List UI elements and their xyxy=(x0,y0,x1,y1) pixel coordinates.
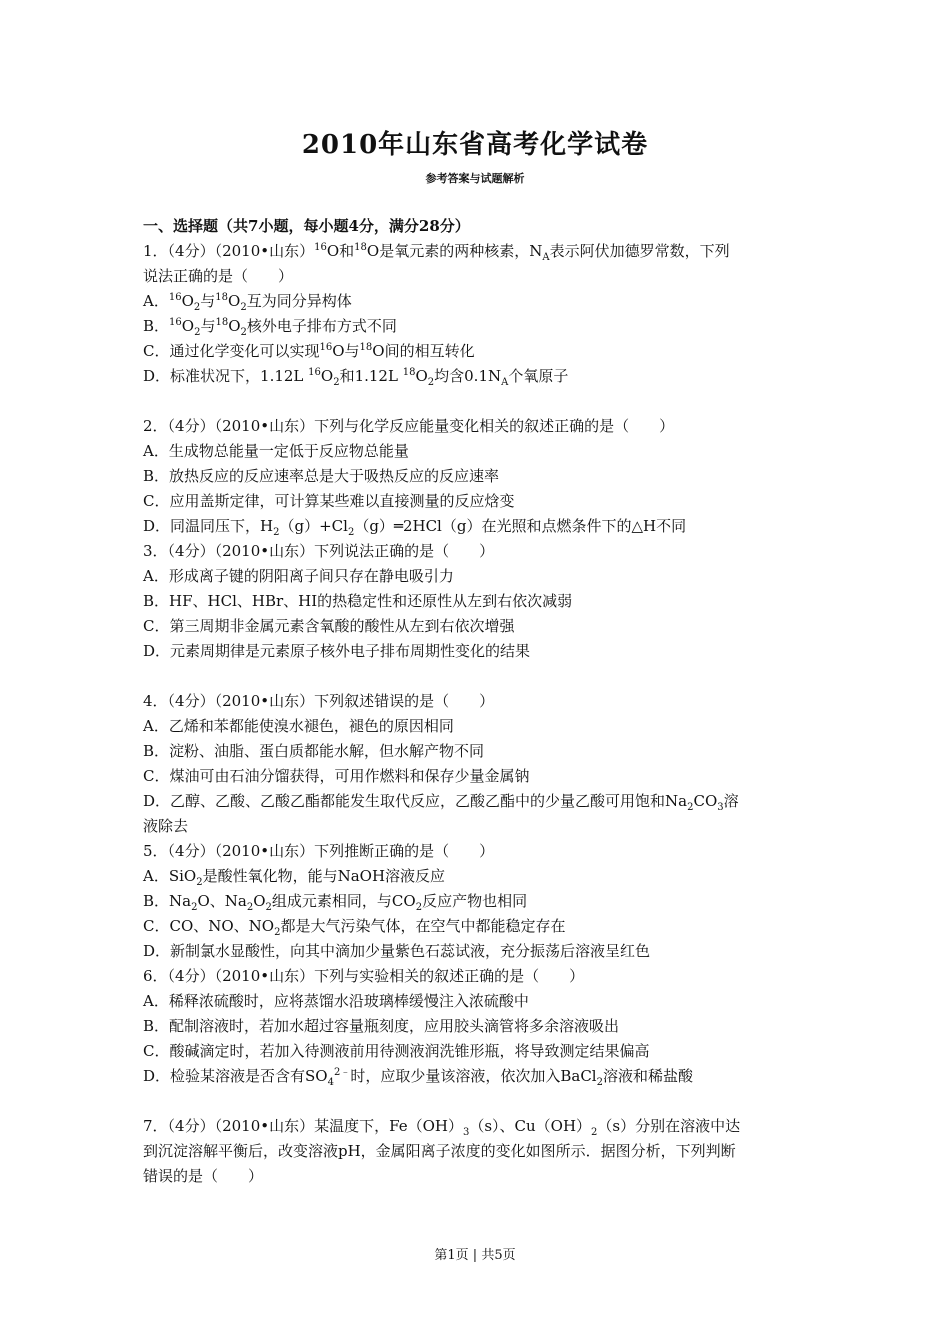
question-3-option-c: C．第三周期非金属元素含氧酸的酸性从左到右依次增强 xyxy=(143,617,515,635)
question-6-option-a: A．稀释浓硫酸时，应将蒸馏水沿玻璃棒缓慢注入浓硫酸中 xyxy=(143,992,529,1010)
question-1-option-b: B．$^{16}O_2$与$^{18}O_2$核外电子排布方式不同 xyxy=(143,317,397,338)
spacer xyxy=(143,389,808,414)
spacer xyxy=(143,664,808,689)
question-6-option-b: B．配制溶液时，若加水超过容量瓶刻度，应用胶头滴管将多余溶液吸出 xyxy=(143,1017,620,1035)
question-2-option-c: C．应用盖斯定律，可计算某些难以直接测量的反应焓变 xyxy=(143,492,515,510)
page-footer: 第1页 | 共5页 xyxy=(434,1248,516,1263)
question-2-stem: 2．（4分）（2010•山东）下列与化学反应能量变化相关的叙述正确的是（ ） xyxy=(143,417,675,435)
question-3-option-a: A．形成离子键的阴阳离子间只存在静电吸引力 xyxy=(143,567,454,585)
document-subtitle: 参考答案与试题解析 xyxy=(425,172,525,185)
question-2-option-b: B．放热反应的反应速率总是大于吸热反应的反应速率 xyxy=(143,467,500,485)
question-5-stem: 5．（4分）（2010•山东）下列推断正确的是（ ） xyxy=(143,842,495,860)
question-5-option-a: A．SiO$_2$是酸性氧化物，能与NaOH溶液反应 xyxy=(143,867,446,888)
question-1-option-c: C．通过化学变化可以实现$^{16}$O与$^{18}$O间的相互转化 xyxy=(143,342,475,360)
question-7-stem-line3: 错误的是（ ） xyxy=(143,1167,264,1185)
question-5-option-b: B．$Na_2O$、$Na_2O_2$组成元素相同，与$CO_2$反应产物也相同 xyxy=(143,892,528,913)
question-3-option-d: D．元素周期律是元素原子核外电子排布周期性变化的结果 xyxy=(143,642,531,660)
question-4-stem: 4．（4分）（2010•山东）下列叙述错误的是（ ） xyxy=(143,692,495,710)
question-5-option-d: D．新制氯水显酸性，向其中滴加少量紫色石蕊试液，充分振荡后溶液呈红色 xyxy=(143,942,651,960)
question-2-option-d: D．同温同压下，$H_2(g)+Cl_2(g)═2HCl(g)$在光照和点燃条件下的△H不同 xyxy=(143,517,687,538)
document-title: 2010年山东省高考化学试卷 xyxy=(301,130,649,160)
question-4-option-d-line2: 液除去 xyxy=(143,817,189,835)
question-3-option-b: B．HF、HCl、HBr、HI的热稳定性和还原性从左到右依次减弱 xyxy=(143,592,573,610)
question-7-stem: 7．（4分）（2010•山东）某温度下，$Fe(OH)_3(s)$、$Cu(OH)_2(s)$分别在溶液中达 xyxy=(143,1117,741,1138)
question-1-stem: 1．（4分）（2010•山东）$^{16}$O和$^{18}$O是氧元素的两种核素，$N_A$表示阿伏加德罗常数，下列 xyxy=(143,242,730,263)
question-1-option-a: A．$^{16}O_2$与$^{18}O_2$互为同分异构体 xyxy=(143,292,352,313)
question-7-stem-line2: 到沉淀溶解平衡后，改变溶液pH，金属阳离子浓度的变化如图所示．据图分析，下列判断 xyxy=(143,1142,736,1160)
section-heading: 一、选择题（共7小题，每小题4分，满分28分） xyxy=(143,217,470,235)
question-4-option-d: D．乙醇、乙酸、乙酸乙酯都能发生取代反应，乙酸乙酯中的少量乙酸可用饱和$Na_2CO_3$溶 xyxy=(143,792,739,813)
question-1-option-d: D．标准状况下，1.12L $^{16}O_2$和1.12L $^{18}O_2$均含$0.1N_A$个氧原子 xyxy=(143,367,569,388)
question-4-option-a: A．乙烯和苯都能使溴水褪色，褪色的原因相同 xyxy=(143,717,454,735)
question-4-option-c: C．煤油可由石油分馏获得，可用作燃料和保存少量金属钠 xyxy=(143,767,530,785)
question-3-stem: 3．（4分）（2010•山东）下列说法正确的是（ ） xyxy=(143,542,495,560)
spacer xyxy=(143,1089,808,1114)
question-2-option-a: A．生成物总能量一定低于反应物总能量 xyxy=(143,442,409,460)
question-6-option-d: D．检验某溶液是否含有$SO_4^{2﹣}$时，应取少量该溶液，依次加入BaCl$_2$溶液和稀盐酸 xyxy=(143,1067,693,1088)
question-6-stem: 6．（4分）（2010•山东）下列与实验相关的叙述正确的是（ ） xyxy=(143,967,585,985)
question-list xyxy=(143,214,808,1189)
question-4-option-b: B．淀粉、油脂、蛋白质都能水解，但水解产物不同 xyxy=(143,742,485,760)
question-5-option-c: C．CO、NO、$NO_2$都是大气污染气体，在空气中都能稳定存在 xyxy=(143,917,566,938)
question-6-option-c: C．酸碱滴定时，若加入待测液前用待测液润洗锥形瓶，将导致测定结果偏高 xyxy=(143,1042,650,1060)
question-1-stem-line2: 说法正确的是（ ） xyxy=(143,267,294,285)
